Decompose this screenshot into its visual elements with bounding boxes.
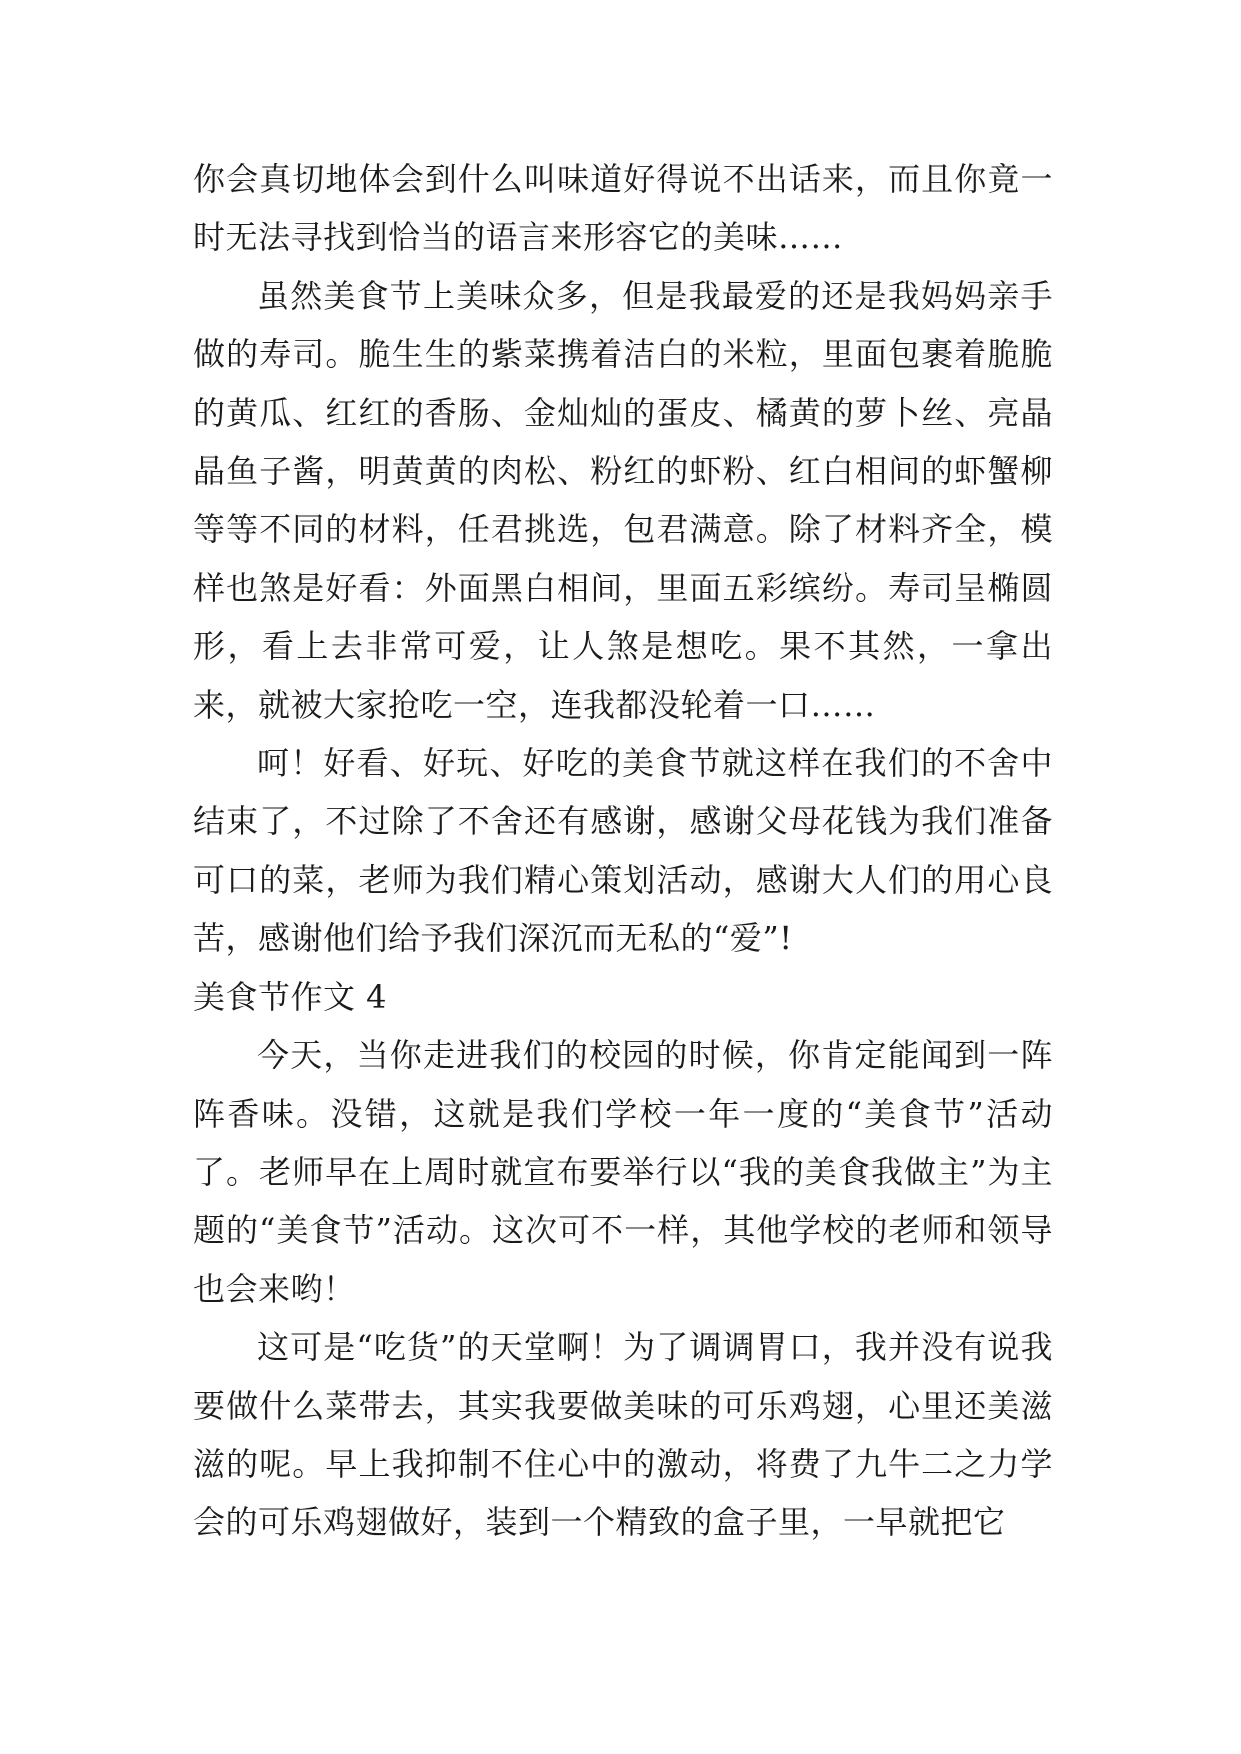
essay-heading: 美食节作文 4 bbox=[193, 977, 388, 1016]
paragraph-ending: 呵！好看、好玩、好吃的美食节就这样在我们的不舍中结束了，不过除了不舍还有感谢，感谢父母花钱为我们准备可口的菜，老师为我们精心策划活动，感谢大人们的用心良苦，感谢他们给予我们深沉而无私的“爱”! bbox=[193, 744, 1053, 958]
paragraph-today: 今天，当你走进我们的校园的时候，你肯定能闻到一阵阵香味。没错，这就是我们学校一年一度的“美食节”活动了。老师早在上周时就宣布要举行以“我的美食我做主”为主题的“美食节”活动。这次可不一样，其他学校的老师和领导也会来哟！ bbox=[193, 1036, 1053, 1308]
paragraph-sushi: 虽然美食节上美味众多，但是我最爱的还是我妈妈亲手做的寿司。脆生生的紫菜携着洁白的米粒，里面包裹着脆脆的黄瓜、红红的香肠、金灿灿的蛋皮、橘黄的萝卜丝、亮晶晶鱼子酱，明黄黄的肉松、粉红的虾粉、红白相间的虾蟹柳等等不同的材料，任君挑选，包君满意。除了材料齐全，模样也煞是好看：外面黑白相间，里面五彩缤纷。寿司呈椭圆形，看上去非常可爱，让人煞是想吃。果不其然，一拿出来，就被大家抢吃一空，连我都没轮着一口…… bbox=[193, 276, 1053, 724]
paragraph-continuation: 你会真切地体会到什么叫味道好得说不出话来，而且你竟一时无法寻找到恰当的语言来形容它的美味…… bbox=[193, 160, 1053, 257]
paragraph-foodie: 这可是“吃货”的天堂啊！为了调调胃口，我并没有说我要做什么菜带去，其实我要做美味的可乐鸡翅，心里还美滋滋的呢。早上我抑制不住心中的激动，将费了九牛二之力学会的可乐鸡翅做好，装到一个精致的盒子里，一早就把它 bbox=[193, 1328, 1053, 1542]
document-page bbox=[193, 150, 1053, 1552]
